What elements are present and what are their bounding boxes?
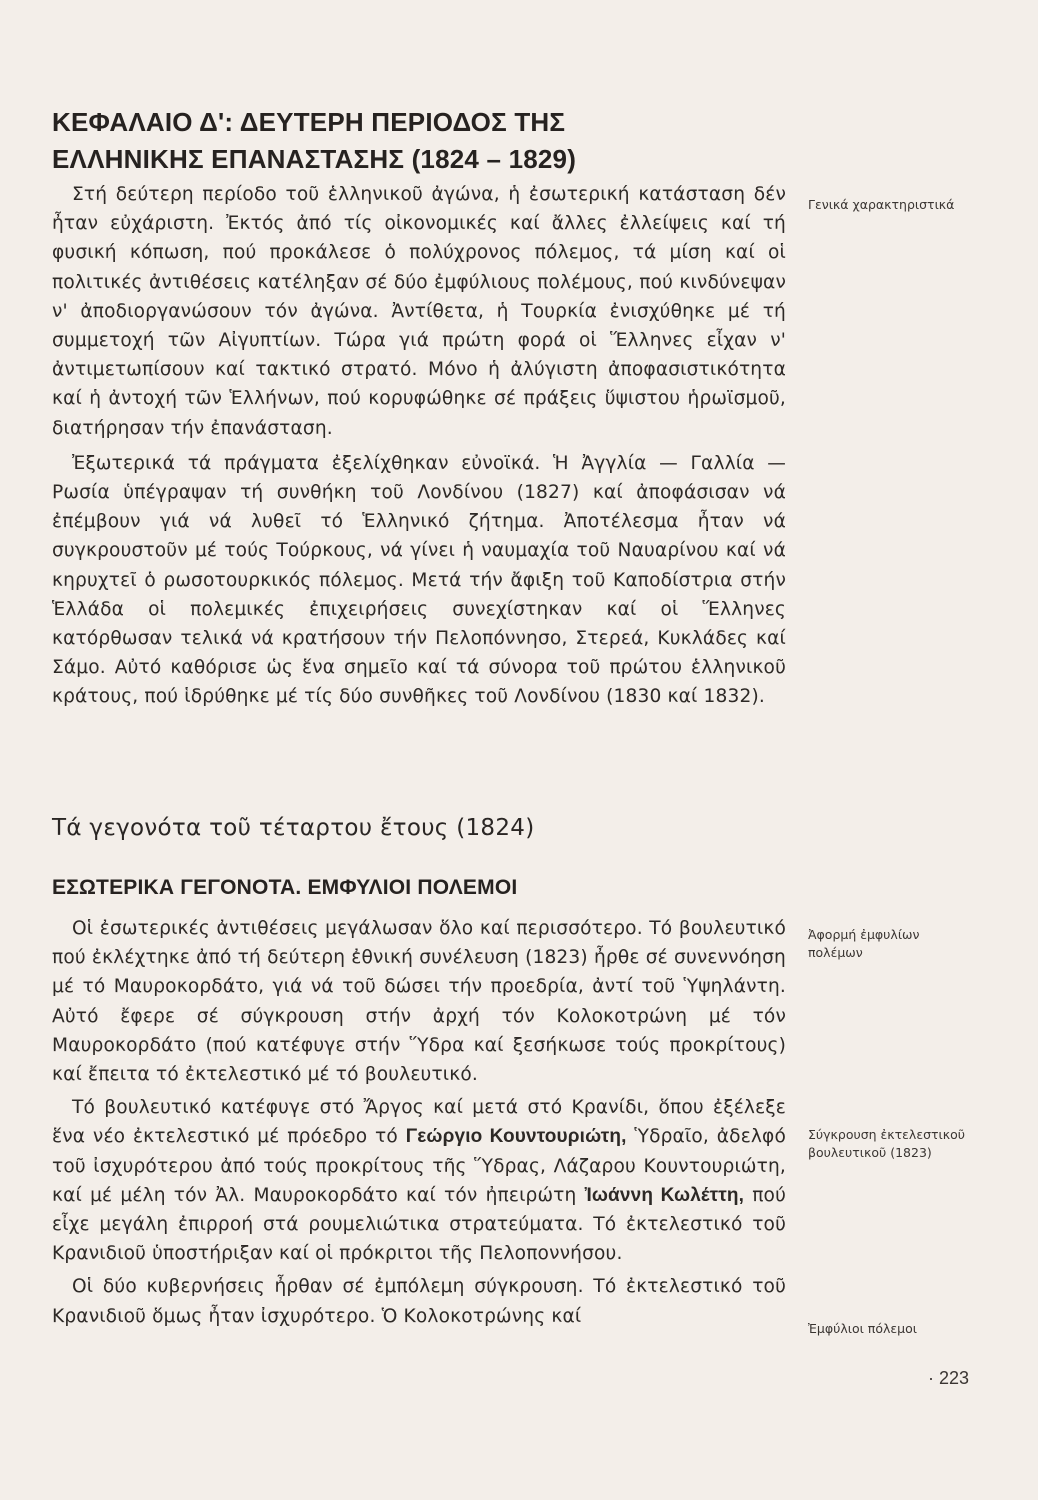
intro-text: [52, 180, 786, 712]
section-text: [52, 914, 786, 1331]
section-paragraph-2: [52, 1093, 786, 1268]
intro-paragraph-2: Ἐξωτερικά τά πράγματα ἐξελίχθηκαν εὐνοϊκά. Ἡ Ἀγγλία — Γαλλία — Ρωσία ὑπέγραψαν τή συνθήκη τοῦ Λονδίνου (1827) καί ἀποφάσισαν νά ἐπέμβουν γιά νά λυθεῖ τό Ἑλληνικό ζήτημα. Ἀποτέλεσμα ἦταν νά συγκρουστοῦν μέ τούς Τούρκους, νά γίνει ἡ ναυμαχία τοῦ Ναυαρίνου καί νά κηρυχτεῖ ὁ ρωσοτουρκικός πόλεμος. Μετά τήν ἄφιξη τοῦ Καποδίστρια στήν Ἑλλάδα οἱ πολεμικές ἐπιχειρήσεις συνεχίστηκαν καί οἱ Ἕλληνες κατόρθωσαν τελικά νά κρατήσουν τήν Πελοπόννησο, Στερεά, Κυκλάδες καί Σάμο. Αὐτό καθόρισε ὡς ἕνα σημεῖο καί τά σύνορα τοῦ πρώτου ἑλληνικοῦ κράτους, πού ἱδρύθηκε μέ τίς δύο συνθῆκες τοῦ Λονδίνου (1830 καί 1832).: [52, 452, 786, 708]
chapter-title-line-2: ΕΛΛΗΝΙΚΗΣ ΕΠΑΝΑΣΤΑΣΗΣ (1824 – 1829): [52, 144, 577, 174]
section-paragraph-2-part-2: Ὑδραῖο, ἀδελφό τοῦ ἰσχυρότερου ἀπό τούς προκρίτους τῆς Ὕδρας, Λάζαρου Κουντουριώτη, καί μέ μέλη τόν Ἀλ. Μαυροκορδάτο καί τόν ἠπειρώτη: [52, 1126, 786, 1206]
margin-note-conflict: Σύγκρουση ἐκτελεστικοῦ βουλευτικοῦ (1823): [808, 1127, 966, 1160]
margin-note-general: Γενικά χαρακτηριστικά: [808, 197, 955, 212]
section-paragraph-2-part-3: πού εἶχε μεγάλη ἐπιρροή στά ρουμελιώτικα στρατεύματα. Τό ἐκτελεστικό τοῦ Κρανιδιοῦ ὑποστήριξαν καί οἱ πρόκριτοι τῆς Πελοποννήσου.: [52, 1184, 786, 1265]
margin-note-civil-wars: Ἐμφύλιοι πόλεμοι: [808, 1321, 917, 1336]
margin-note-cause: Ἀφορμή ἐμφυλίων πολέμων: [808, 927, 920, 960]
chapter-title-line-1: ΚΕΦΑΛΑΙΟ Δ': ΔΕΥΤΕΡΗ ΠΕΡΙΟΔΟΣ ΤΗΣ: [52, 107, 566, 137]
sub-heading: ΕΣΩΤΕΡΙΚΑ ΓΕΓΟΝΟΤΑ. ΕΜΦΥΛΙΟΙ ΠΟΛΕΜΟΙ: [52, 876, 518, 899]
section-paragraph-1: Οἱ ἐσωτερικές ἀντιθέσεις μεγάλωσαν ὅλο καί περισσότερο. Τό βουλευτικό πού ἐκλέχτηκε ἀπό τή δεύτερη ἐθνική συνέλευση (1823) ἦρθε σέ συνεννόηση μέ τό Μαυροκορδάτο, γιά νά τοῦ δώσει τήν προεδρία, ἀντί τοῦ Ὑψηλάντη. Αὐτό ἔφερε σέ σύγκρουση στήν ἀρχή τόν Κολοκοτρώνη μέ τόν Μαυροκορδάτο (πού κατέφυγε στήν Ὕδρα καί ξεσήκωσε τούς προκρίτους) καί ἔπειτα τό ἐκτελεστικό μέ τό βουλευτικό.: [52, 918, 786, 1086]
intro-paragraph-1: Στή δεύτερη περίοδο τοῦ ἑλληνικοῦ ἀγώνα, ἡ ἐσωτερική κατάσταση δέν ἦταν εὐχάριστη. Ἐκτός ἀπό τίς οἰκονομικές καί ἄλλες ἐλλείψεις καί τή φυσική κόπωση, πού προκάλεσε ὁ πολύχρονος πόλεμος, τά μίση καί οἱ πολιτικές ἀντιθέσεις κατέληξαν σέ δύο ἐμφύλιους πολέμους, πού κινδύνεψαν ν' ἀποδιοργανώσουν τόν ἀγώνα. Ἀντίθετα, ἡ Τουρκία ἐνισχύθηκε μέ τή συμμετοχή τῶν Αἰγυπτίων. Τώρα γιά πρώτη φορά οἱ Ἕλληνες εἶχαν ν' ἀντιμετωπίσουν καί τακτικό στρατό. Μόνο ἡ ἀλύγιστη ἀποφασιστικότητα καί ἡ ἀντοχή τῶν Ἑλλήνων, πού κορυφώθηκε σέ πράξεις ὕψιστου ἡρωϊσμοῦ, διατήρησαν τήν ἐπανάσταση.: [52, 184, 786, 439]
page-number: · 223: [928, 1368, 970, 1388]
section-paragraph-2-part-1: Τό βουλευτικό κατέφυγε στό Ἄργος καί μετά στό Κρανίδι, ὅπου ἐξέλεξε ἕνα νέο ἐκτελεστικό μέ πρόεδρο τό: [52, 1097, 786, 1148]
chapter-title: [52, 104, 772, 178]
section-heading: Τά γεγονότα τοῦ τέταρτου ἔτους (1824): [52, 815, 535, 841]
name-georgios-kountouriotis: Γεώργιο Κουντουριώτη,: [405, 1126, 627, 1148]
name-ioannis-kolettis: Ἰωάννη Κωλέττη,: [584, 1184, 745, 1206]
section-paragraph-3: Οἱ δύο κυβερνήσεις ἦρθαν σέ ἐμπόλεμη σύγκρουση. Τό ἐκτελεστικό τοῦ Κρανιδιοῦ ὅμως ἦταν ἰσχυρότερο. Ὁ Κολοκοτρώνης καί: [52, 1276, 786, 1327]
